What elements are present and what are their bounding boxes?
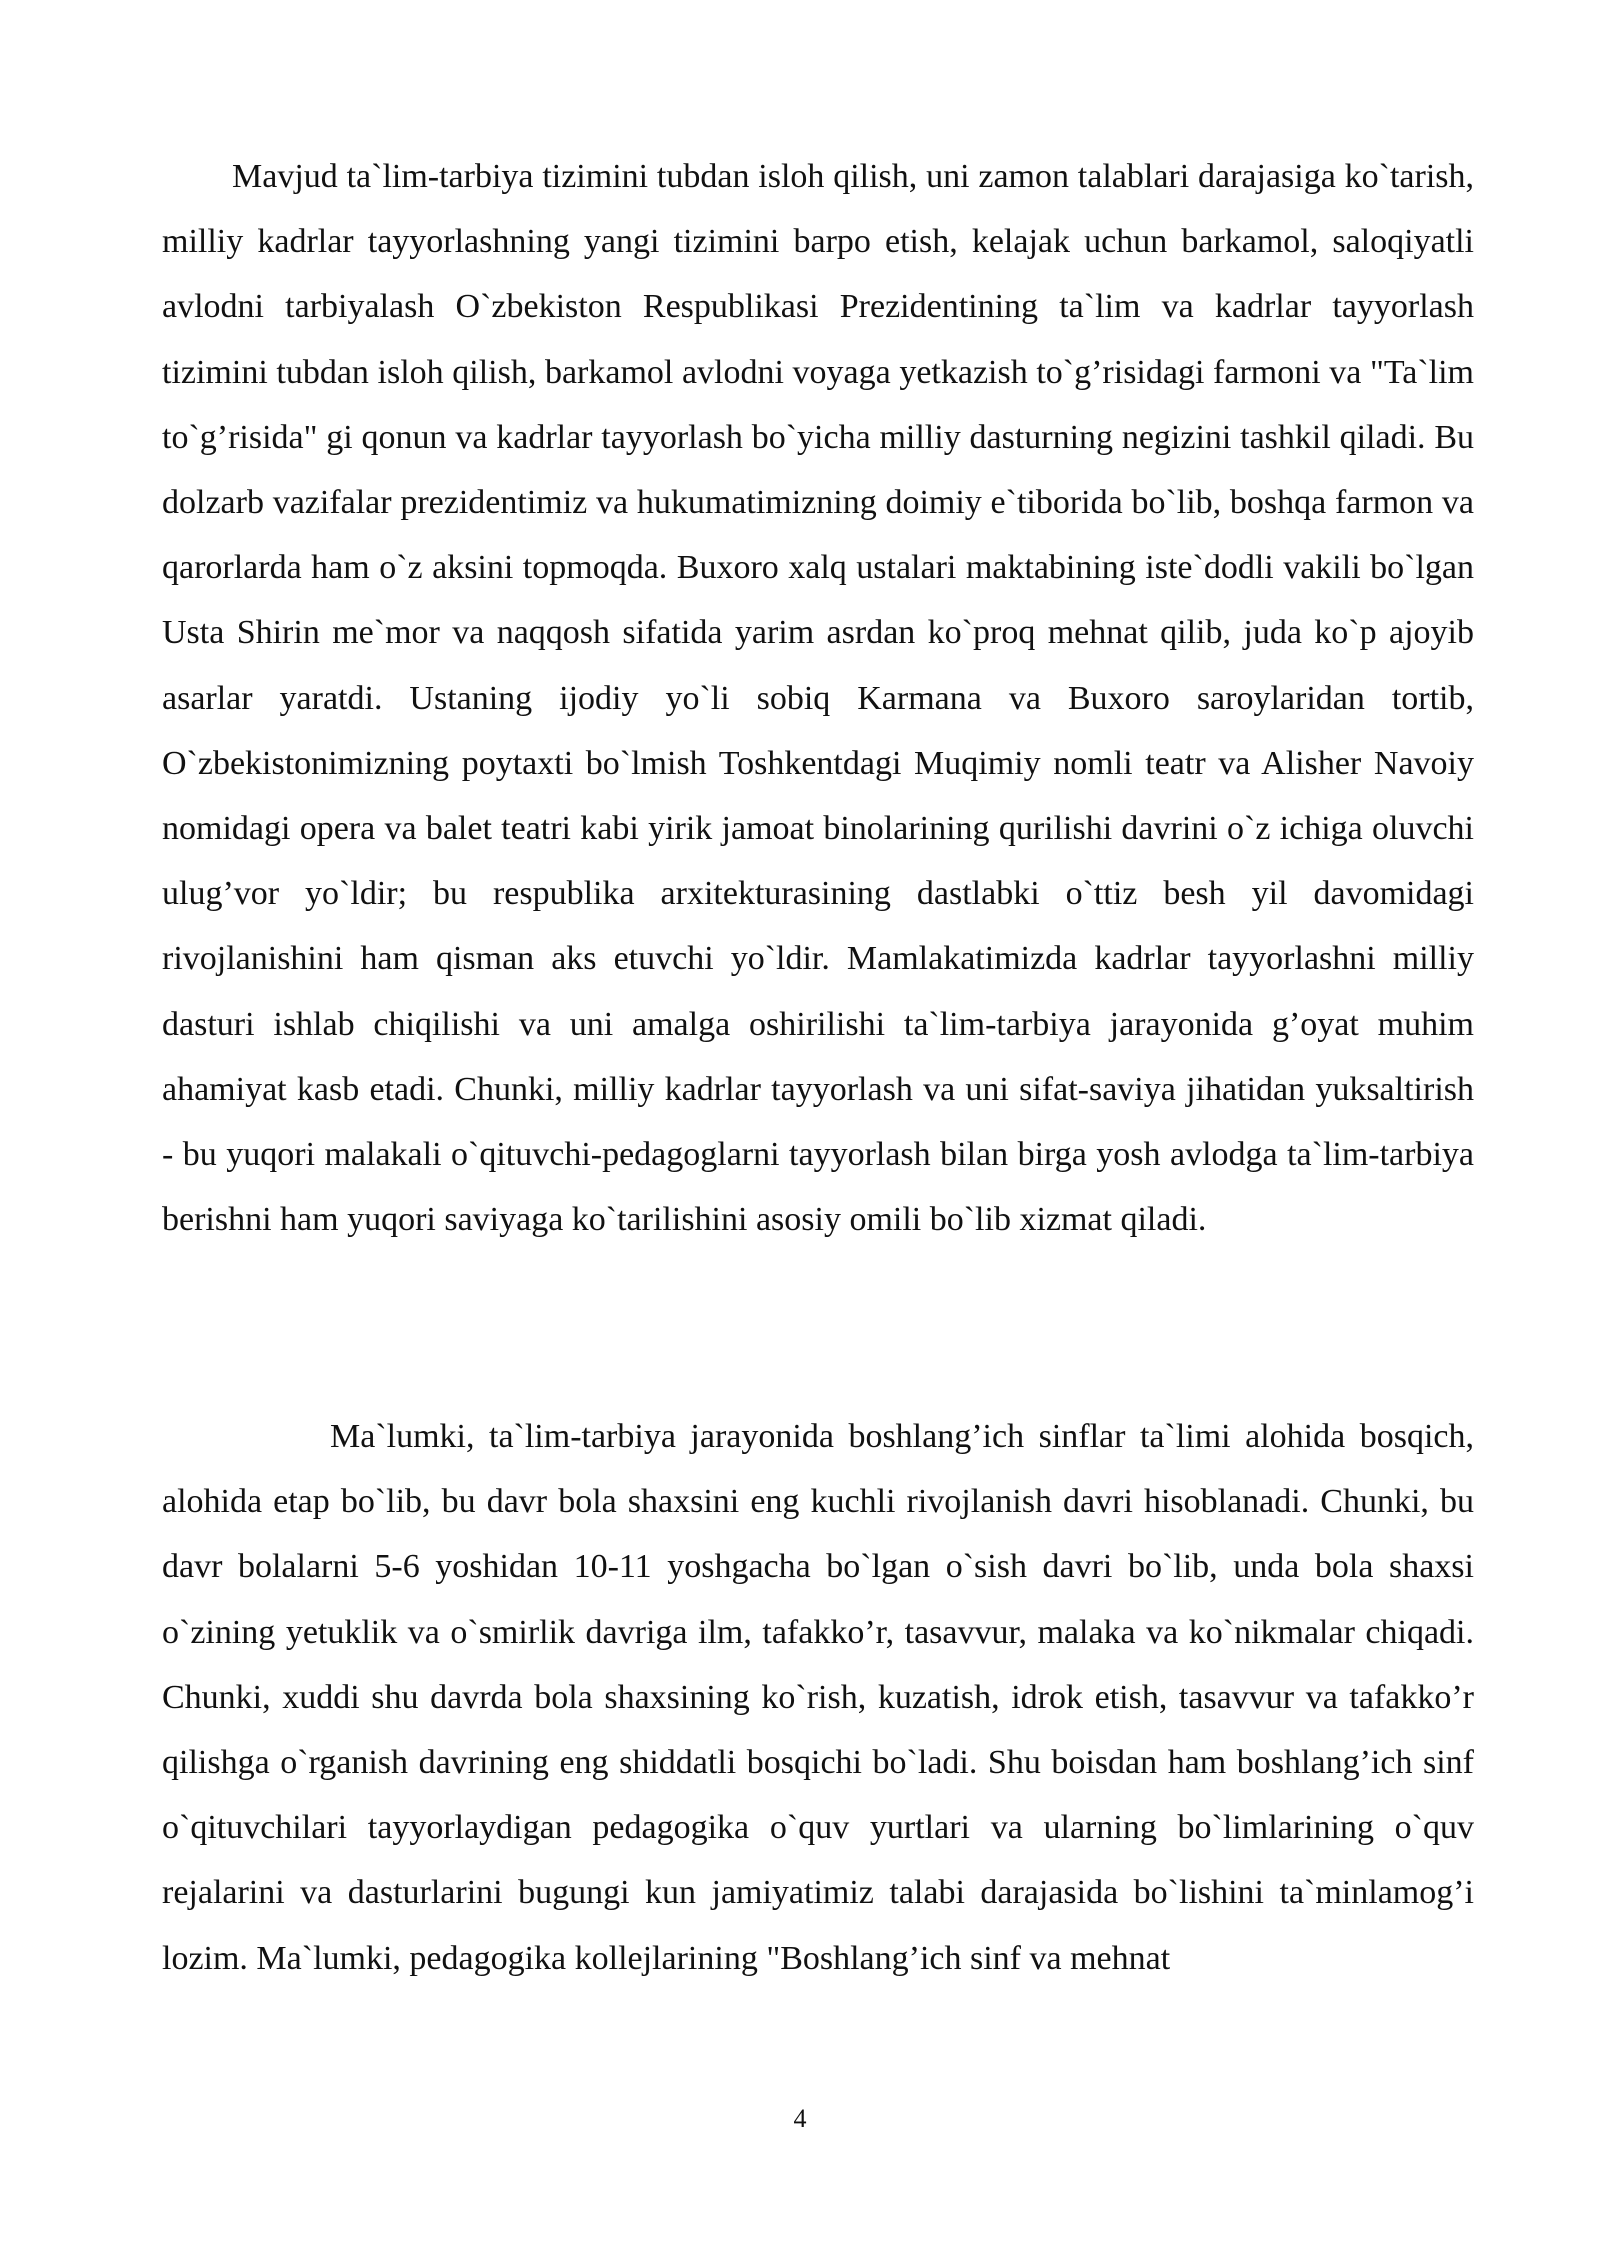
paragraph-1-text: Mavjud ta`lim-tarbiya tizimini tubdan isloh qilish, uni zamon talablari darajasiga ko`tarish, milliy kadrlar tayyorlashning yangi tizimini barpo etish, kelajak uchun barkamol, saloqiyatli avlodni tarbiyalash O`zbekiston Respublikasi Prezidentining ta`lim va kadrlar tayyorlash tizimini tubdan isloh qilish, barkamol avlodni voyaga yetkazish to`g’risidagi farmoni va "Ta`lim to`g’risida" gi qonun va kadrlar tayyorlash bo`yicha milliy dasturning negizini tashkil qiladi. Bu dolzarb vazifalar prezidentimiz va hukumatimizning doimiy e`tiborida bo`lib, boshqa farmon va qarorlarda ham o`z aksini topmoqda. Buxoro xalq ustalari maktabining iste`dodli vakili bo`lgan Usta Shirin me`mor va naqqosh sifatida yarim asrdan ko`proq mehnat qilib, juda ko`p ajoyib asarlar yaratdi. Ustaning ijodiy yo`li sobiq Karmana va Buxoro saroylaridan tortib, O`zbekistonimizning poytaxti bo`lmish Toshkentdagi Muqimiy nomli teatr va Alisher Navoiy nomidagi opera va balet teatri kabi yirik jamoat binolarining qurilishi davrini o`z ichiga oluvchi ulug’vor yo`ldir; bu respublika arxitekturasining dastlabki o`ttiz besh yil davomidagi rivojlanishini ham qisman aks etuvchi yo`ldir. Mamlakatimizda kadrlar tayyorlashni milliy dasturi ishlab chiqilishi va uni amalga oshirilishi ta`lim-tarbiya jarayonida g’oyat muhim ahamiyat kasb etadi. Chunki, milliy kadrlar tayyorlash va uni sifat-saviya jihatidan yuksaltirish - bu yuqori malakali o`qituvchi-pedagoglarni tayyorlash bilan birga yosh avlodga ta`lim-tarbiya berishni ham yuqori saviyaga ko`tarilishini asosiy omili bo`lib xizmat qiladi.: [162, 158, 1474, 1239]
page-number: 4: [793, 2104, 807, 2133]
paragraph-2-text: Ma`lumki, ta`lim-tarbiya jarayonida boshlang’ich sinflar ta`limi alohida bosqich, alohida etap bo`lib, bu davr bola shaxsini eng kuchli rivojlanish davri hisoblanadi. Chunki, bu davr bolalarni 5-6 yoshidan 10-11 yoshgacha bo`lgan o`sish davri bo`lib, unda bola shaxsi o`zining yetuklik va o`smirlik davriga ilm, tafakko’r, tasavvur, malaka va ko`nikmalar chiqadi. Chunki, xuddi shu davrda bola shaxsining ko`rish, kuzatish, idrok etish, tasavvur va tafakko’r qilishga o`rganish davrining eng shiddatli bosqichi bo`ladi. Shu boisdan ham boshlang’ich sinf o`qituvchilari tayyorlaydigan pedagogika o`quv yurtlari va ularning bo`limlarining o`quv rejalarini va dasturlarini bugungi kun jamiyatimiz talabi darajasida bo`lishini ta`minlamog’i lozim. Ma`lumki, pedagogika kollejlarining "Boshlang’ich sinf va mehnat: [162, 1418, 1474, 1977]
paragraph-1: [162, 144, 1474, 1252]
paragraph-2: [162, 1404, 1474, 1991]
